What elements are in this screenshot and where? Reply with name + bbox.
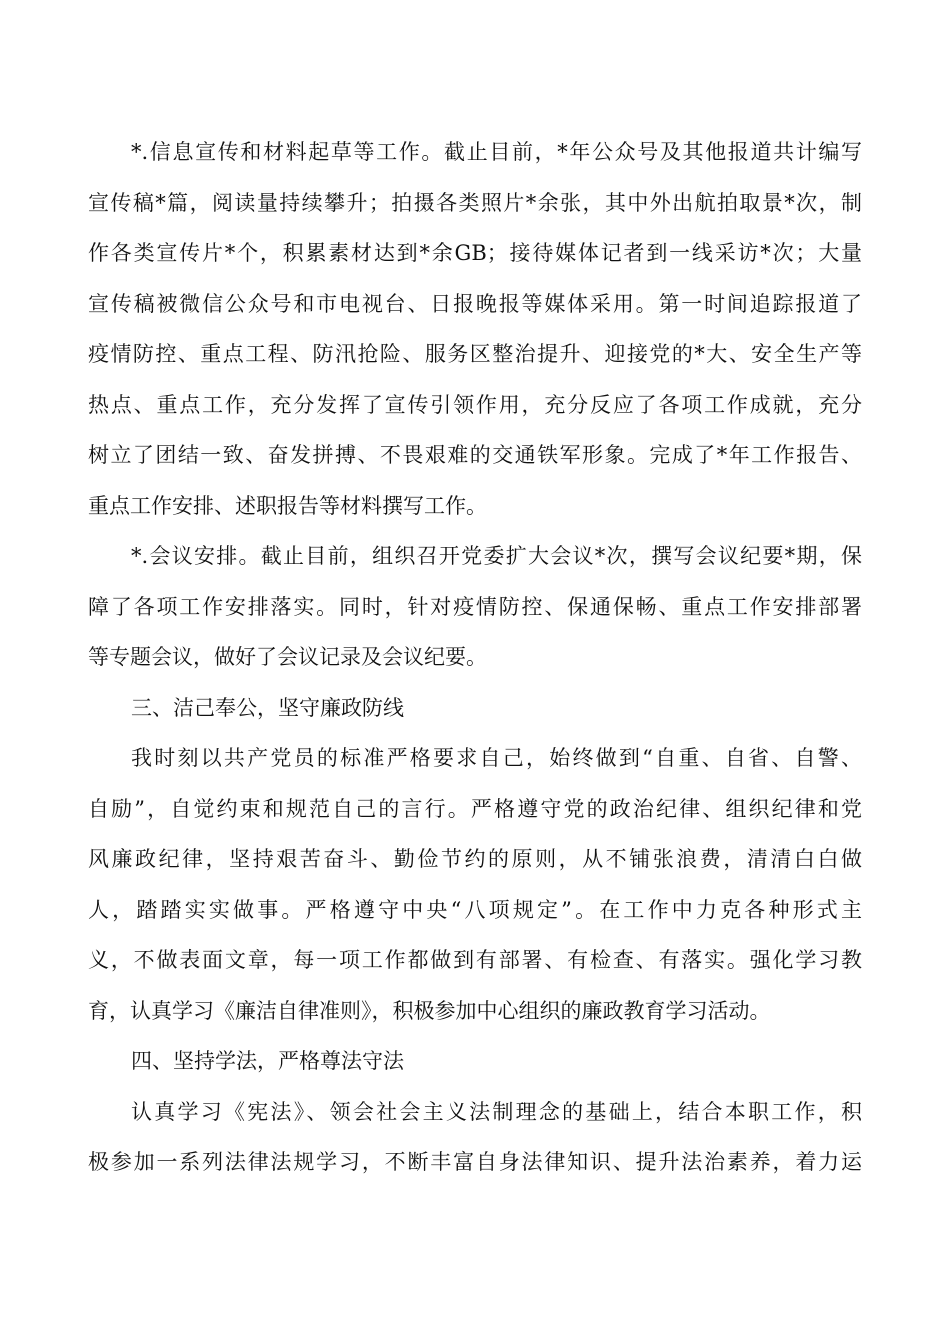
text-line: 极参加一系列法律法规学习，不断丰富自身法律知识、提升法治素养，着力运 — [88, 1150, 862, 1174]
section-heading: 三、洁己奉公，坚守廉政防线 — [131, 695, 404, 720]
text-line: 作各类宣传片*个，积累素材达到*余GB；接待媒体记者到一线采访*次；大量 — [88, 241, 862, 265]
text-line: 树立了团结一致、奋发拼搏、不畏艰难的交通铁军形象。完成了*年工作报告、 — [88, 443, 862, 467]
text-line: 认真学习《宪法》、领会社会主义法制理念的基础上，结合本职工作，积 — [131, 1099, 862, 1124]
text-line: 疫情防控、重点工程、防汛抢险、服务区整治提升、迎接党的*大、安全生产等 — [88, 342, 862, 366]
text-line: 热点、重点工作，充分发挥了宣传引领作用，充分反应了各项工作成就，充分 — [88, 392, 862, 417]
section-heading: 四、坚持学法，严格尊法守法 — [131, 1049, 404, 1073]
document-body — [88, 127, 862, 1188]
text-line: 重点工作安排、述职报告等材料撰写工作。 — [88, 493, 487, 518]
text-line: 育，认真学习《廉洁自律准则》，积极参加中心组织的廉政教育学习活动。 — [88, 998, 771, 1023]
text-line: 等专题会议，做好了会议记录及会议纪要。 — [88, 645, 487, 669]
text-line: 义，不做表面文章，每一项工作都做到有部署、有检查、有落实。强化学习教 — [88, 948, 862, 972]
text-line: 宣传稿*篇，阅读量持续攀升；拍摄各类照片*余张，其中外出航拍取景*次，制 — [88, 190, 862, 215]
text-line: 自励”，自觉约束和规范自己的言行。严格遵守党的政治纪律、组织纪律和党 — [88, 796, 862, 821]
text-line: 人，踏踏实实做事。严格遵守中央“八项规定”。在工作中力克各种形式主 — [88, 897, 862, 922]
text-line: 风廉政纪律，坚持艰苦奋斗、勤俭节约的原则，从不铺张浪费，清清白白做 — [88, 847, 862, 871]
text-line: *.信息宣传和材料起草等工作。截止目前，*年公众号及其他报道共计编写 — [131, 140, 862, 164]
text-line: 我时刻以共产党员的标准严格要求自己，始终做到“自重、自省、自警、 — [131, 746, 862, 770]
text-line: 宣传稿被微信公众号和市电视台、日报晚报等媒体采用。第一时间追踪报道了 — [88, 291, 862, 316]
text-line: 障了各项工作安排落实。同时，针对疫情防控、保通保畅、重点工作安排部署 — [88, 594, 862, 619]
text-line: *.会议安排。截止目前，组织召开党委扩大会议*次，撰写会议纪要*期，保 — [131, 544, 862, 568]
